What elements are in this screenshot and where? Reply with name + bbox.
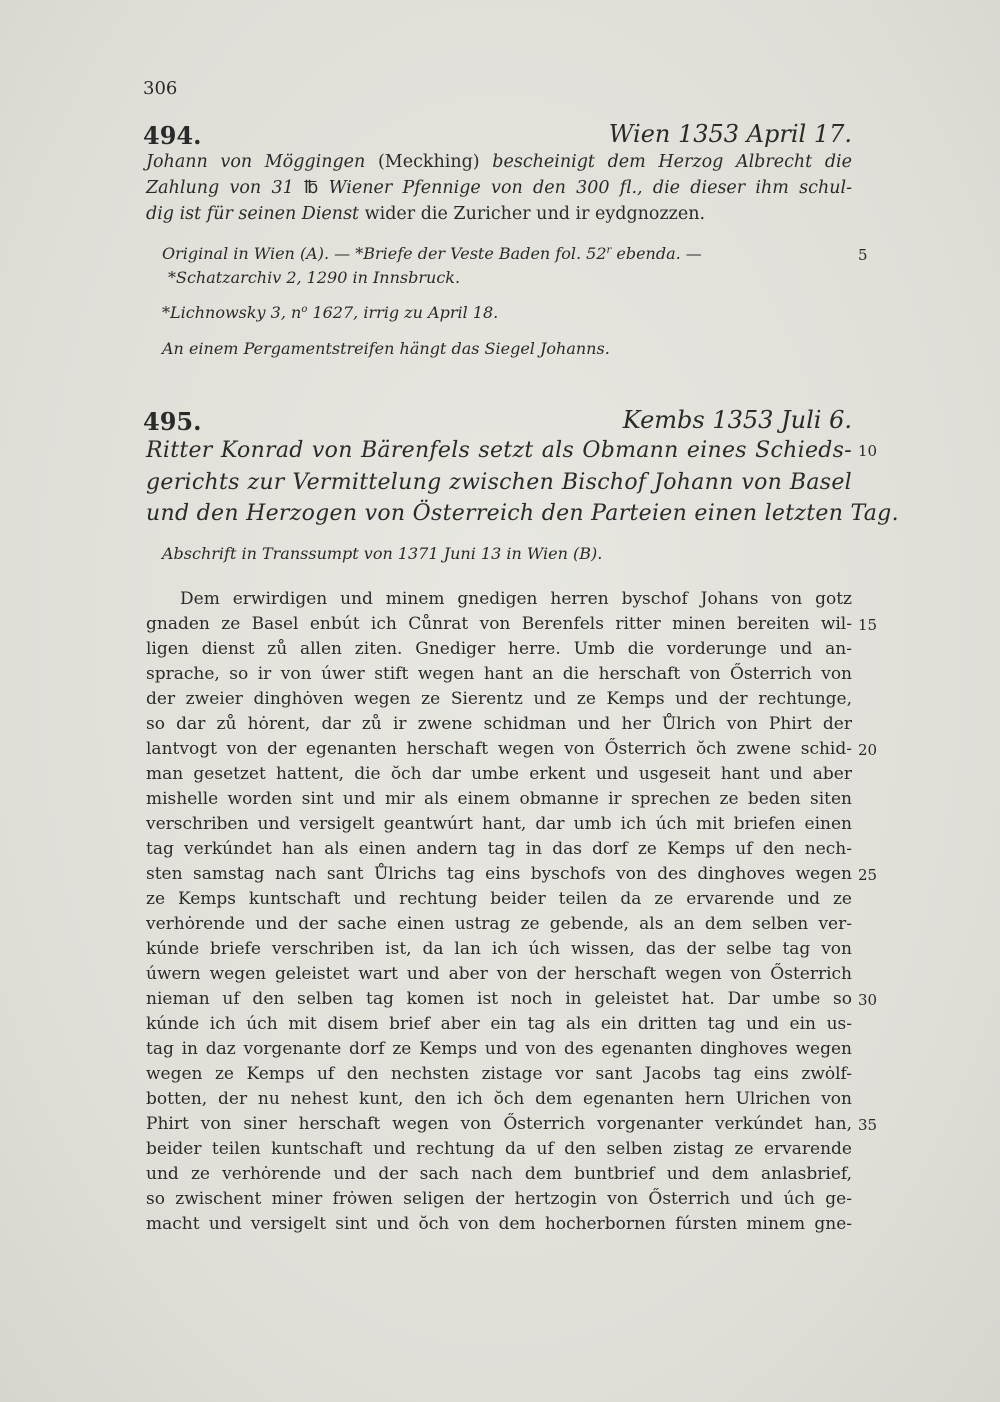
source-494-line-4: An einem Pergamentstreifen hängt das Siegel Johanns. <box>162 339 610 358</box>
text-line-23: beider teilen kuntschaft und rechtung da uf den selben zistag ze ervarende <box>146 1139 852 1159</box>
text-line-15: kúnde briefe verschriben ist, da lan ich úch wissen, das der selbe tag von <box>146 939 852 959</box>
regest-495-line-2: gerichts zur Vermittelung zwischen Bischof Johann von Basel <box>146 470 852 495</box>
text-line-4: sprache, so ir von úwer stift wegen hant an die herschaft von Ősterrich von <box>146 664 852 684</box>
text-line-20: wegen ze Kemps uf den nechsten zistage vor sant Jacobs tag eins zwȯlf- <box>146 1064 852 1084</box>
text-line-13: ze Kemps kuntschaft und rechtung beider teilen da ze ervarende und ze <box>146 889 852 909</box>
margin-number-35: 35 <box>858 1116 878 1134</box>
document-place-date-494: Wien 1353 April 17. <box>608 120 852 148</box>
text-line-3: ligen dienst zů allen ziten. Gnediger herre. Umb die vorderunge und an- <box>146 639 852 659</box>
margin-number-25: 25 <box>858 866 878 884</box>
source-494-line-1: Original in Wien (A). — *Briefe der Veste Baden fol. 52$^r$ ebenda. — <box>162 244 702 263</box>
text-line-18: kúnde ich úch mit disem brief aber ein tag als ein dritten tag und ein us- <box>146 1014 852 1034</box>
text-line-24: und ze verhȯrende und der sach nach dem buntbrief und dem anlasbrief, <box>146 1164 852 1184</box>
source-495: Abschrift in Transsumpt von 1371 Juni 13 in Wien (B). <box>162 544 603 563</box>
margin-number-20: 20 <box>858 741 878 759</box>
margin-number-10: 10 <box>858 442 878 460</box>
text-line-19: tag in daz vorgenante dorf ze Kemps und von des egenanten dinghoves wegen <box>146 1039 852 1059</box>
document-place-date-495: Kembs 1353 Juli 6. <box>622 406 852 434</box>
text-line-2: gnaden ze Basel enbút ich Cůnrat von Berenfels ritter minen bereiten wil- <box>146 614 852 634</box>
document-number-495: 495. <box>143 407 202 436</box>
regest-495-line-1: Ritter Konrad von Bärenfels setzt als Obmann eines Schieds- <box>146 438 852 463</box>
text-line-21: botten, der nu nehest kunt, den ich ŏch dem egenanten hern Ulrichen von <box>146 1089 852 1109</box>
text-line-16: úwern wegen geleistet wart und aber von der herschaft wegen von Ősterrich <box>146 964 852 984</box>
regest-494-line-2: Zahlung von 31 ℔ Wiener Pfennige von den 300 fl., die dieser ihm schul- <box>146 178 852 198</box>
margin-number-5: 5 <box>858 246 868 264</box>
text-line-5: der zweier dinghȯven wegen ze Sierentz und ze Kemps und der rechtunge, <box>146 689 852 709</box>
text-line-8: man gesetzet hattent, die ŏch dar umbe erkent und usgeseit hant und aber <box>146 764 852 784</box>
text-line-25: so zwischent miner frȯwen seligen der hertzogin von Ősterrich und úch ge- <box>146 1189 852 1209</box>
regest-494-line-3: dig ist für seinen Dienst wider die Zuricher und ir eydgnozzen. <box>146 204 706 224</box>
regest-494-line-1: Johann von Möggingen (Meckhing) bescheinigt dem Herzog Albrecht die <box>146 152 852 172</box>
document-number-494: 494. <box>143 121 202 150</box>
margin-number-15: 15 <box>858 616 878 634</box>
text-line-6: so dar zů hȯrent, dar zů ir zwene schidman und her Ůlrich von Phirt der <box>146 714 852 734</box>
text-line-26: macht und versigelt sint und ŏch von dem hocherbornen fúrsten minem gne- <box>146 1214 852 1234</box>
regest-495-line-3: und den Herzogen von Österreich den Parteien einen letzten Tag. <box>146 501 899 526</box>
text-line-22: Phirt von siner herschaft wegen von Ősterrich vorgenanter verkúndet han, <box>146 1114 852 1134</box>
source-494-line-2: *Schatzarchiv 2, 1290 in Innsbruck. <box>168 268 461 287</box>
source-494-line-3: *Lichnowsky 3, $n^o$ 1627, irrig zu April 18. <box>162 303 499 322</box>
text-line-10: verschriben und versigelt geantwúrt hant, dar umb ich úch mit briefen einen <box>146 814 852 834</box>
text-line-14: verhȯrende und der sache einen ustrag ze gebende, als an dem selben ver- <box>146 914 852 934</box>
text-line-17: nieman uf den selben tag komen ist noch in geleistet hat. Dar umbe so <box>146 989 852 1009</box>
page-number: 306 <box>143 78 178 99</box>
text-line-12: sten samstag nach sant Ůlrichs tag eins byschofs von des dinghoves wegen <box>146 864 852 884</box>
text-line-11: tag verkúndet han als einen andern tag in das dorf ze Kemps uf den nech- <box>146 839 852 859</box>
text-line-7: lantvogt von der egenanten herschaft wegen von Ősterrich ŏch zwene schid- <box>146 739 852 759</box>
text-line-9: mishelle worden sint und mir als einem obmanne ir sprechen ze beden siten <box>146 789 852 809</box>
margin-number-30: 30 <box>858 991 878 1009</box>
text-line-1: Dem erwirdigen und minem gnedigen herren byschof Johans von gotz <box>180 589 852 609</box>
